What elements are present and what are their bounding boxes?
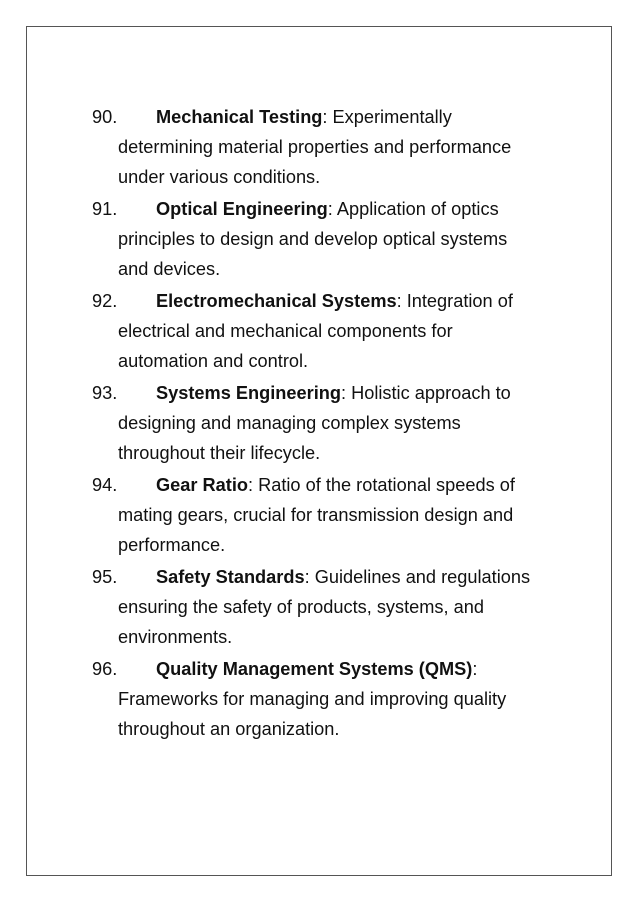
glossary-entry-90: [92, 102, 592, 192]
entry-term: Gear Ratio: [156, 475, 248, 495]
entry-definition-line: performance.: [118, 535, 226, 555]
entry-definition-start: : Experimentally: [322, 107, 452, 127]
entry-definition-start: :: [472, 659, 478, 679]
entry-definition-start: : Application of optics: [327, 199, 499, 219]
entry-definition-line: mating gears, crucial for transmission design and: [118, 505, 514, 525]
entry-number: 96.: [92, 659, 118, 679]
entry-number: 93.: [92, 383, 118, 403]
entry-definition-line: under various conditions.: [118, 167, 321, 187]
glossary-entry-96: [92, 654, 592, 744]
entry-definition-line: designing and managing complex systems: [118, 413, 461, 433]
entry-definition-line: environments.: [118, 627, 233, 647]
entry-definition-start: : Ratio of the rotational speeds of: [247, 475, 515, 495]
entry-definition-start: : Holistic approach to: [340, 383, 511, 403]
document-page: [26, 26, 612, 876]
entry-definition-line: ensuring the safety of products, systems, and: [118, 597, 484, 617]
entry-term: Quality Management Systems (QMS): [156, 659, 473, 679]
entry-definition-line: determining material properties and performance: [118, 137, 512, 157]
entry-definition-line: throughout an organization.: [118, 719, 340, 739]
entry-term: Electromechanical Systems: [156, 291, 397, 311]
entry-definition-start: : Integration of: [396, 291, 513, 311]
entry-term: Mechanical Testing: [156, 107, 323, 127]
entry-term: Optical Engineering: [156, 199, 328, 219]
glossary-entry-95: [92, 562, 592, 652]
entry-term: Safety Standards: [156, 567, 305, 587]
entry-definition-line: automation and control.: [118, 351, 309, 371]
entry-definition-line: and devices.: [118, 259, 221, 279]
entry-definition-line: principles to design and develop optical systems: [118, 229, 508, 249]
glossary-list: [92, 102, 592, 746]
entry-number: 95.: [92, 567, 118, 587]
entry-definition-line: electrical and mechanical components for: [118, 321, 453, 341]
entry-definition-line: throughout their lifecycle.: [118, 443, 321, 463]
entry-term: Systems Engineering: [156, 383, 341, 403]
entry-number: 90.: [92, 107, 118, 127]
glossary-entry-94: [92, 470, 592, 560]
entry-number: 92.: [92, 291, 118, 311]
glossary-entry-91: [92, 194, 592, 284]
entry-definition-line: Frameworks for managing and improving quality: [118, 689, 507, 709]
glossary-entry-93: [92, 378, 592, 468]
entry-number: 91.: [92, 199, 118, 219]
glossary-entry-92: [92, 286, 592, 376]
entry-number: 94.: [92, 475, 118, 495]
entry-definition-start: : Guidelines and regulations: [304, 567, 531, 587]
